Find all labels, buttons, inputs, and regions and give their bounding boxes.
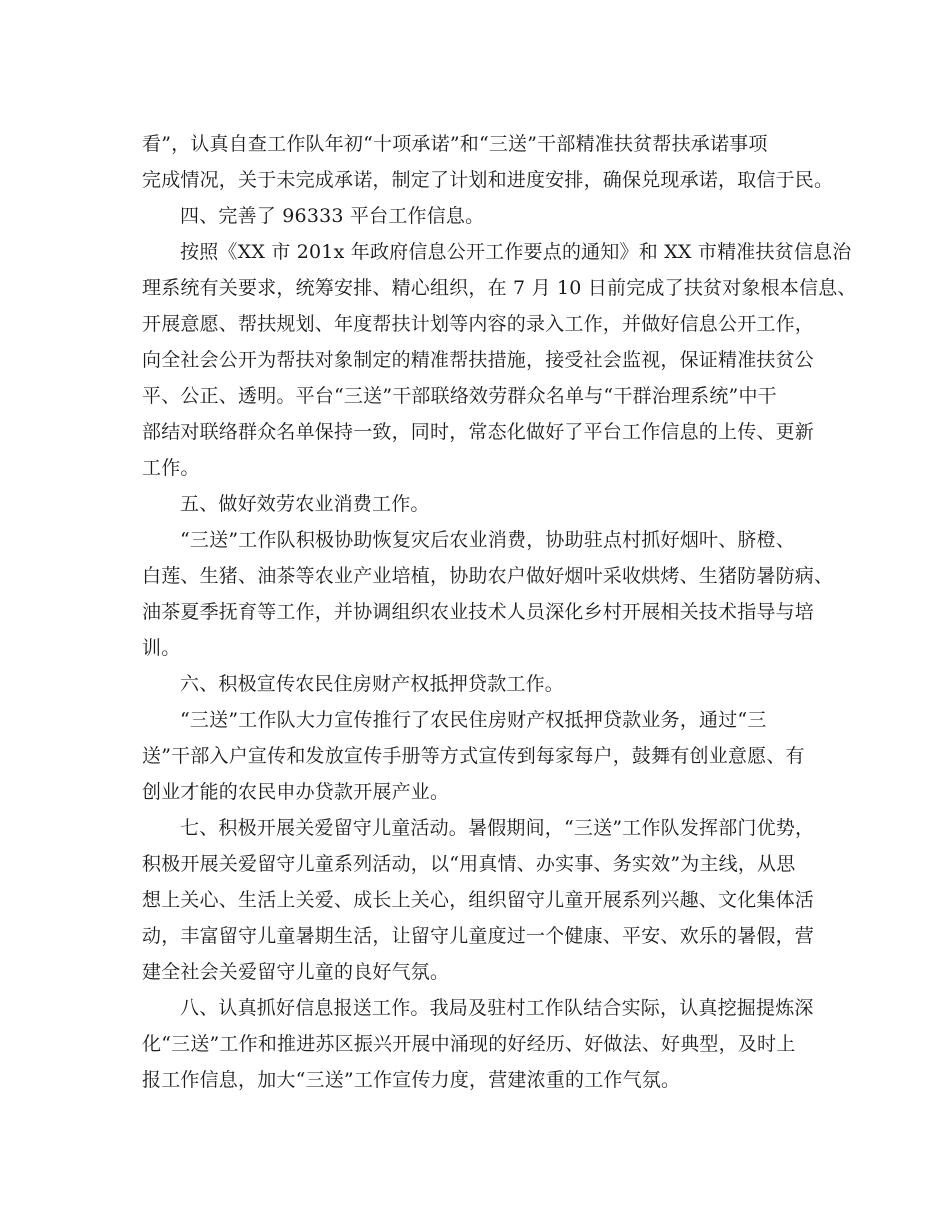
section-heading-4: 四、完善了 96333 平台工作信息。 [180,205,485,227]
text-line: 按照《XX 市 201x 年政府信息公开工作要点的通知》和 XX 市精准扶贫信息治 [180,241,852,263]
section-heading-5: 五、做好效劳农业消费工作。 [180,493,430,515]
text-line: 送”干部入户宣传和发放宣传手册等方式宣传到每家每户，鼓舞有创业意愿、有 [142,745,805,767]
text-line: 化“三送”工作和推进苏区振兴开展中涌现的好经历、好做法、好典型，及时上 [142,1033,796,1055]
text-line: 报工作信息，加大“三送”工作宣传力度，营建浓重的工作气氛。 [142,1069,681,1091]
text-line: 向全社会公开为帮扶对象制定的精准帮扶措施，接受社会监视，保证精准扶贫公 [142,349,815,371]
text-line: 开展意愿、帮扶规划、年度帮扶计划等内容的录入工作，并做好信息公开工作， [142,313,815,335]
text-line: 工作。 [142,457,200,479]
text-line: 部结对联络群众名单保持一致，同时，常态化做好了平台工作信息的上传、更新 [142,421,815,443]
text-line: 想上关心、生活上关爱、成长上关心，组织留守儿童开展系列兴趣、文化集体活 [142,889,815,911]
text-line: 看”，认真自查工作队年初“十项承诺”和“三送”干部精准扶贫帮扶承诺事项 [142,133,768,155]
text-line: 动，丰富留守儿童暑期生活，让留守儿童度过一个健康、平安、欢乐的暑假，营 [142,925,815,947]
text-line: 白莲、生猪、油茶等农业产业培植，协助农户做好烟叶采收烘烤、生猪防暑防病、 [142,565,834,587]
section-heading-7: 七、积极开展关爱留守儿童活动。暑假期间，“三送”工作队发挥部门优势， [180,817,815,839]
text-line: 训。 [142,637,181,659]
section-heading-8: 八、认真抓好信息报送工作。我局及驻村工作队结合实际，认真挖掘提炼深 [180,997,814,1019]
text-line: 平、公正、透明。平台“三送”干部联络效劳群众名单与“干群治理系统”中干 [142,385,777,407]
text-line: “三送”工作队大力宣传推行了农民住房财产权抵押贷款业务，通过“三 [180,709,767,731]
text-line: 创业才能的农民申办贷款开展产业。 [142,781,450,803]
text-line: 油茶夏季抚育等工作，并协调组织农业技术人员深化乡村开展相关技术指导与培 [142,601,815,623]
text-line: “三送”工作队积极协助恢复灾后农业消费，协助驻点村抓好烟叶、脐橙、 [180,529,796,551]
text-line: 建全社会关爱留守儿童的良好气氛。 [142,961,450,983]
section-heading-6: 六、积极宣传农民住房财产权抵押贷款工作。 [180,673,565,695]
text-line: 积极开展关爱留守儿童系列活动，以“用真情、办实事、务实效”为主线，从思 [142,853,796,875]
text-line: 理系统有关要求，统筹安排、精心组织，在 7 月 10 日前完成了扶贫对象根本信息、 [142,277,857,299]
text-line: 完成情况，关于未完成承诺，制定了计划和进度安排，确保兑现承诺，取信于民。 [142,169,834,191]
